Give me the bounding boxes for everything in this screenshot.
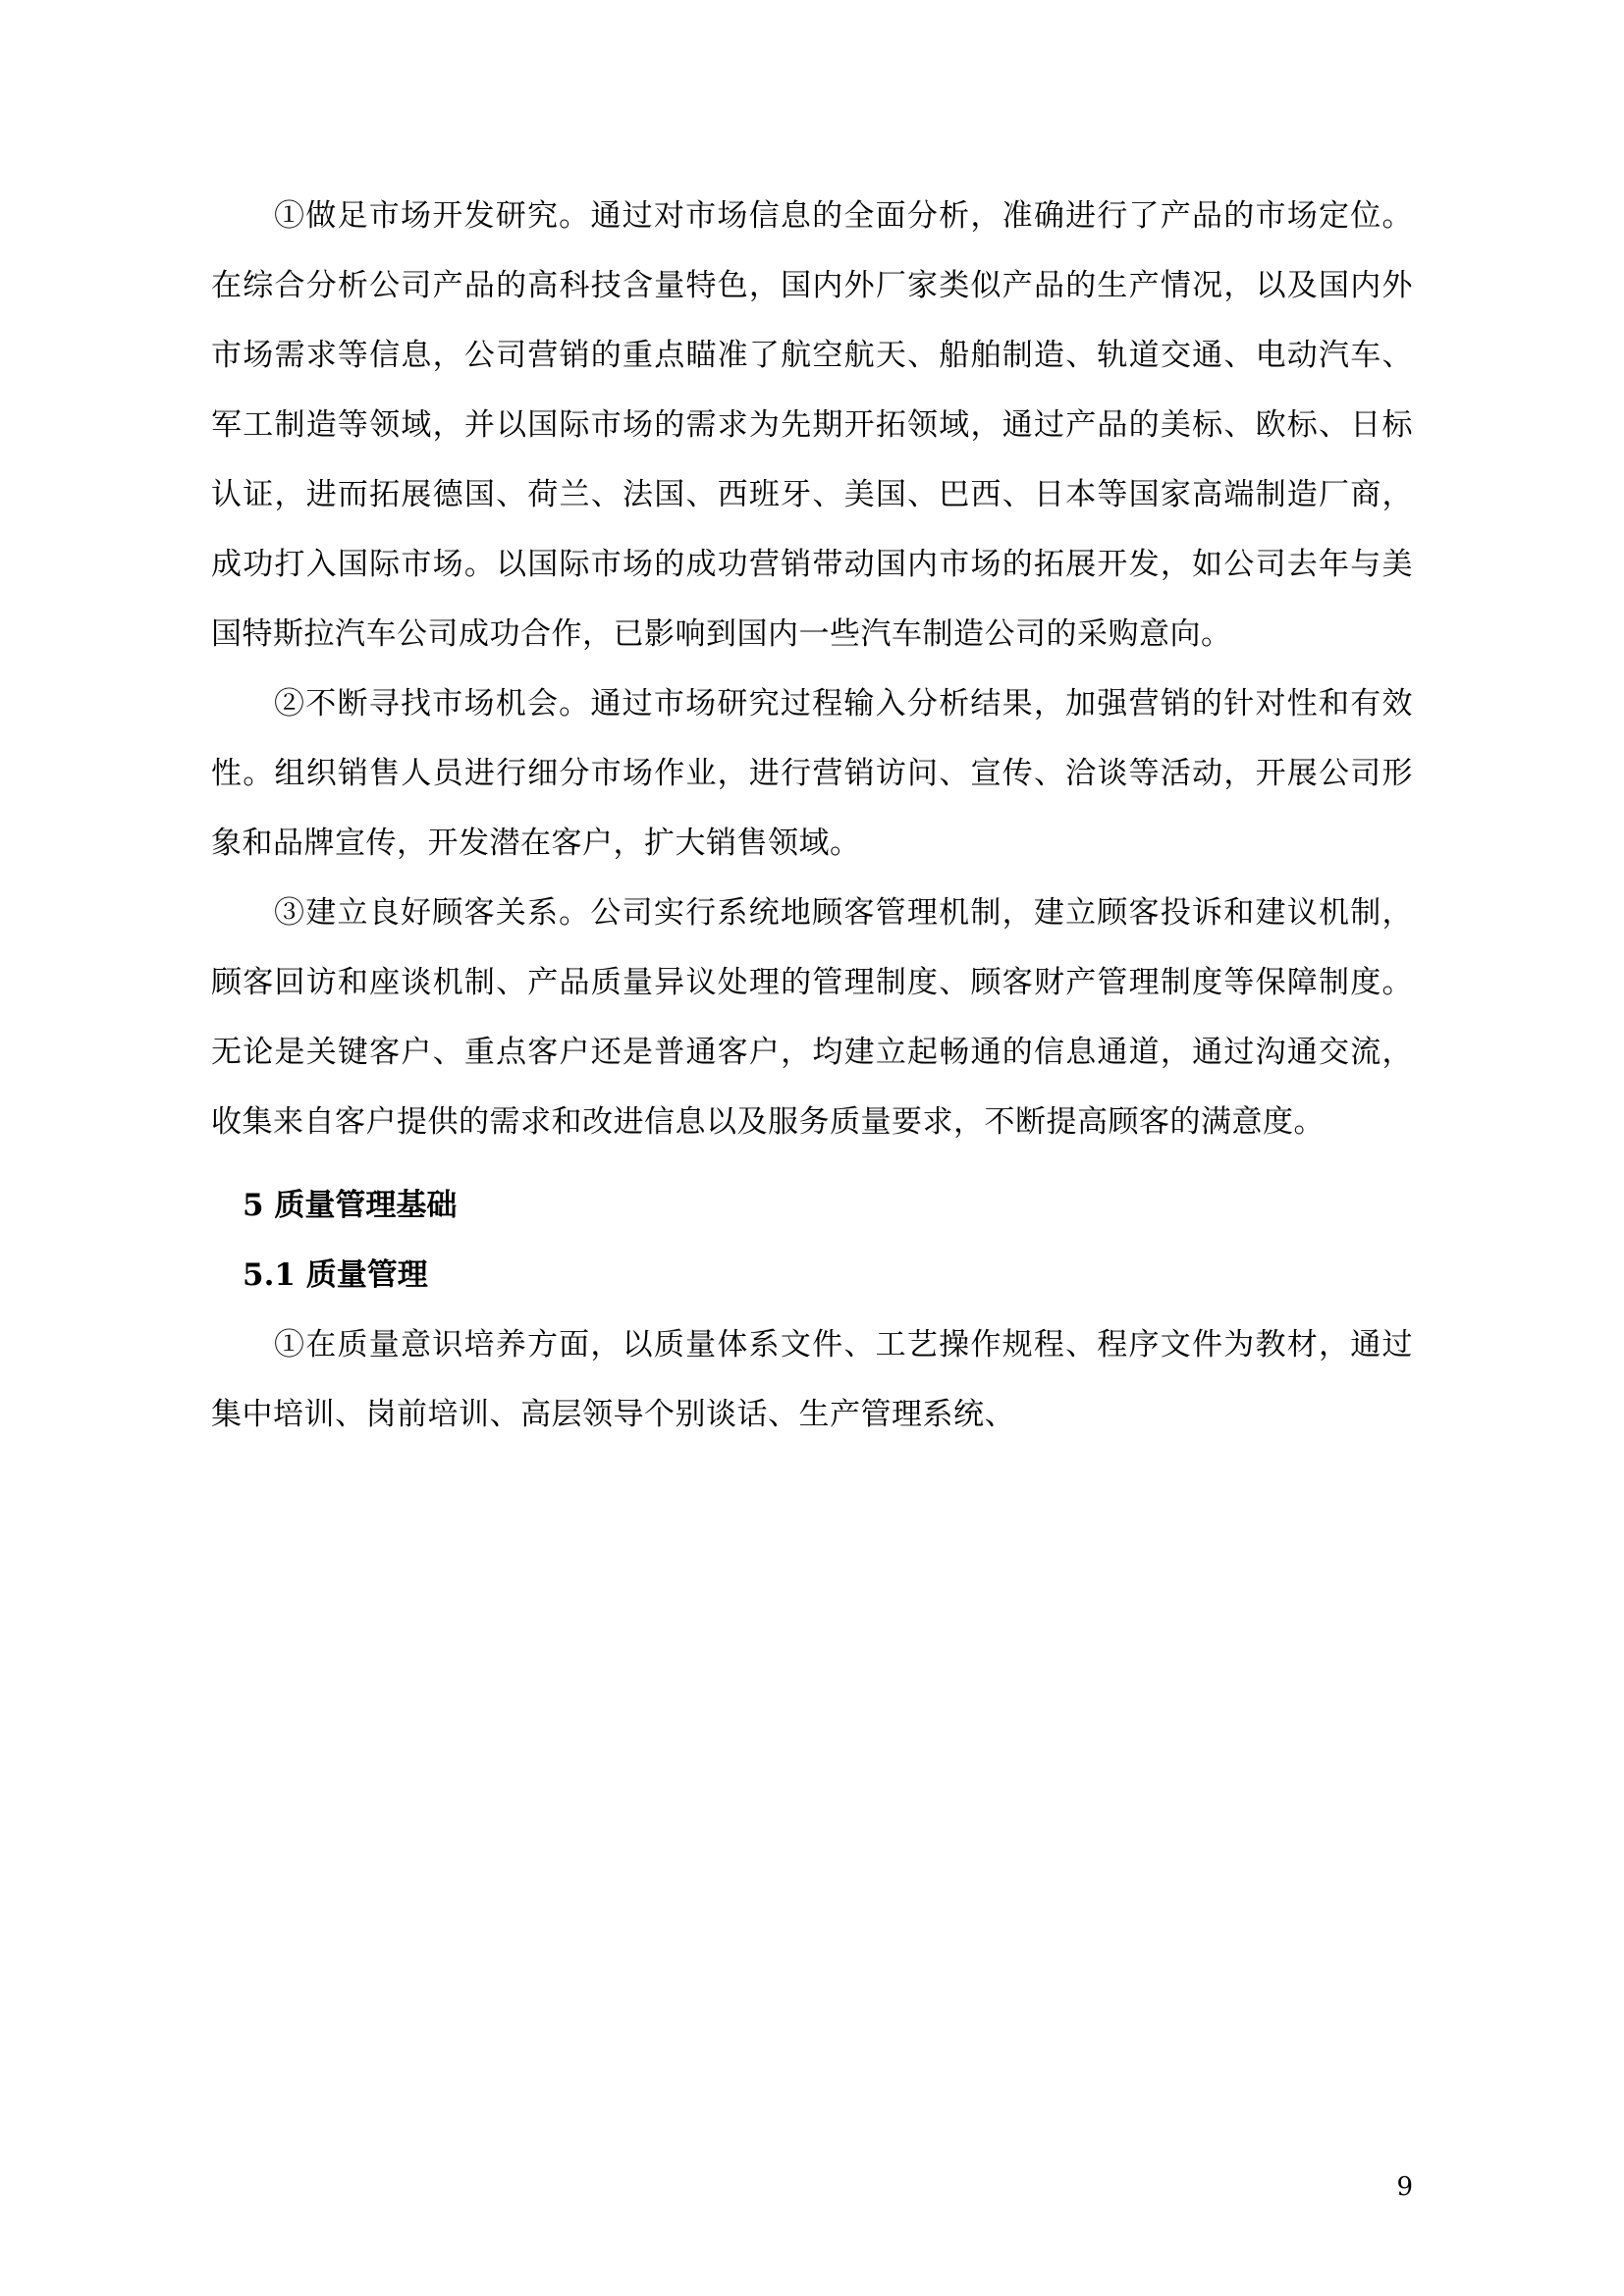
page-number: 9: [1396, 2172, 1413, 2202]
paragraph-quality-awareness-training: ①在质量意识培养方面，以质量体系文件、工艺操作规程、程序文件为教材，通过集中培训、岗前培训、高层领导个别谈话、生产管理系统、: [211, 1327, 1413, 1432]
section-heading-5-1: 5.1 质量管理: [243, 1257, 428, 1293]
paragraph-customer-relations: ③建立良好顾客关系。公司实行系统地顾客管理机制，建立顾客投诉和建议机制，顾客回访和座谈机制、产品质量异议处理的管理制度、顾客财产管理制度等保障制度。无论是关键客户、重点客户还是普通客户，均建立起畅通的信息通道，通过沟通交流，收集来自客户提供的需求和改进信息以及服务质量要求，不断提高顾客的满意度。: [211, 895, 1413, 1140]
paragraph-market-opportunities: ②不断寻找市场机会。通过市场研究过程输入分析结果，加强营销的针对性和有效性。组织销售人员进行细分市场作业，进行营销访问、宣传、洽谈等活动，开展公司形象和品牌宣传，开发潜在客户，扩大销售领域。: [211, 686, 1413, 861]
section-heading-5: 5 质量管理基础: [243, 1188, 458, 1223]
paragraph-market-development-research: ①做足市场开发研究。通过对市场信息的全面分析，准确进行了产品的市场定位。在综合分析公司产品的高科技含量特色，国内外厂家类似产品的生产情况，以及国内外市场需求等信息，公司营销的重点瞄准了航空航天、船舶制造、轨道交通、电动汽车、军工制造等领域，并以国际市场的需求为先期开拓领域，通过产品的美标、欧标、日标认证，进而拓展德国、荷兰、法国、西班牙、美国、巴西、日本等国家高端制造厂商，成功打入国际市场。以国际市场的成功营销带动国内市场的拓展开发，如公司去年与美国特斯拉汽车公司成功合作，已影响到国内一些汽车制造公司的采购意向。: [211, 198, 1413, 652]
